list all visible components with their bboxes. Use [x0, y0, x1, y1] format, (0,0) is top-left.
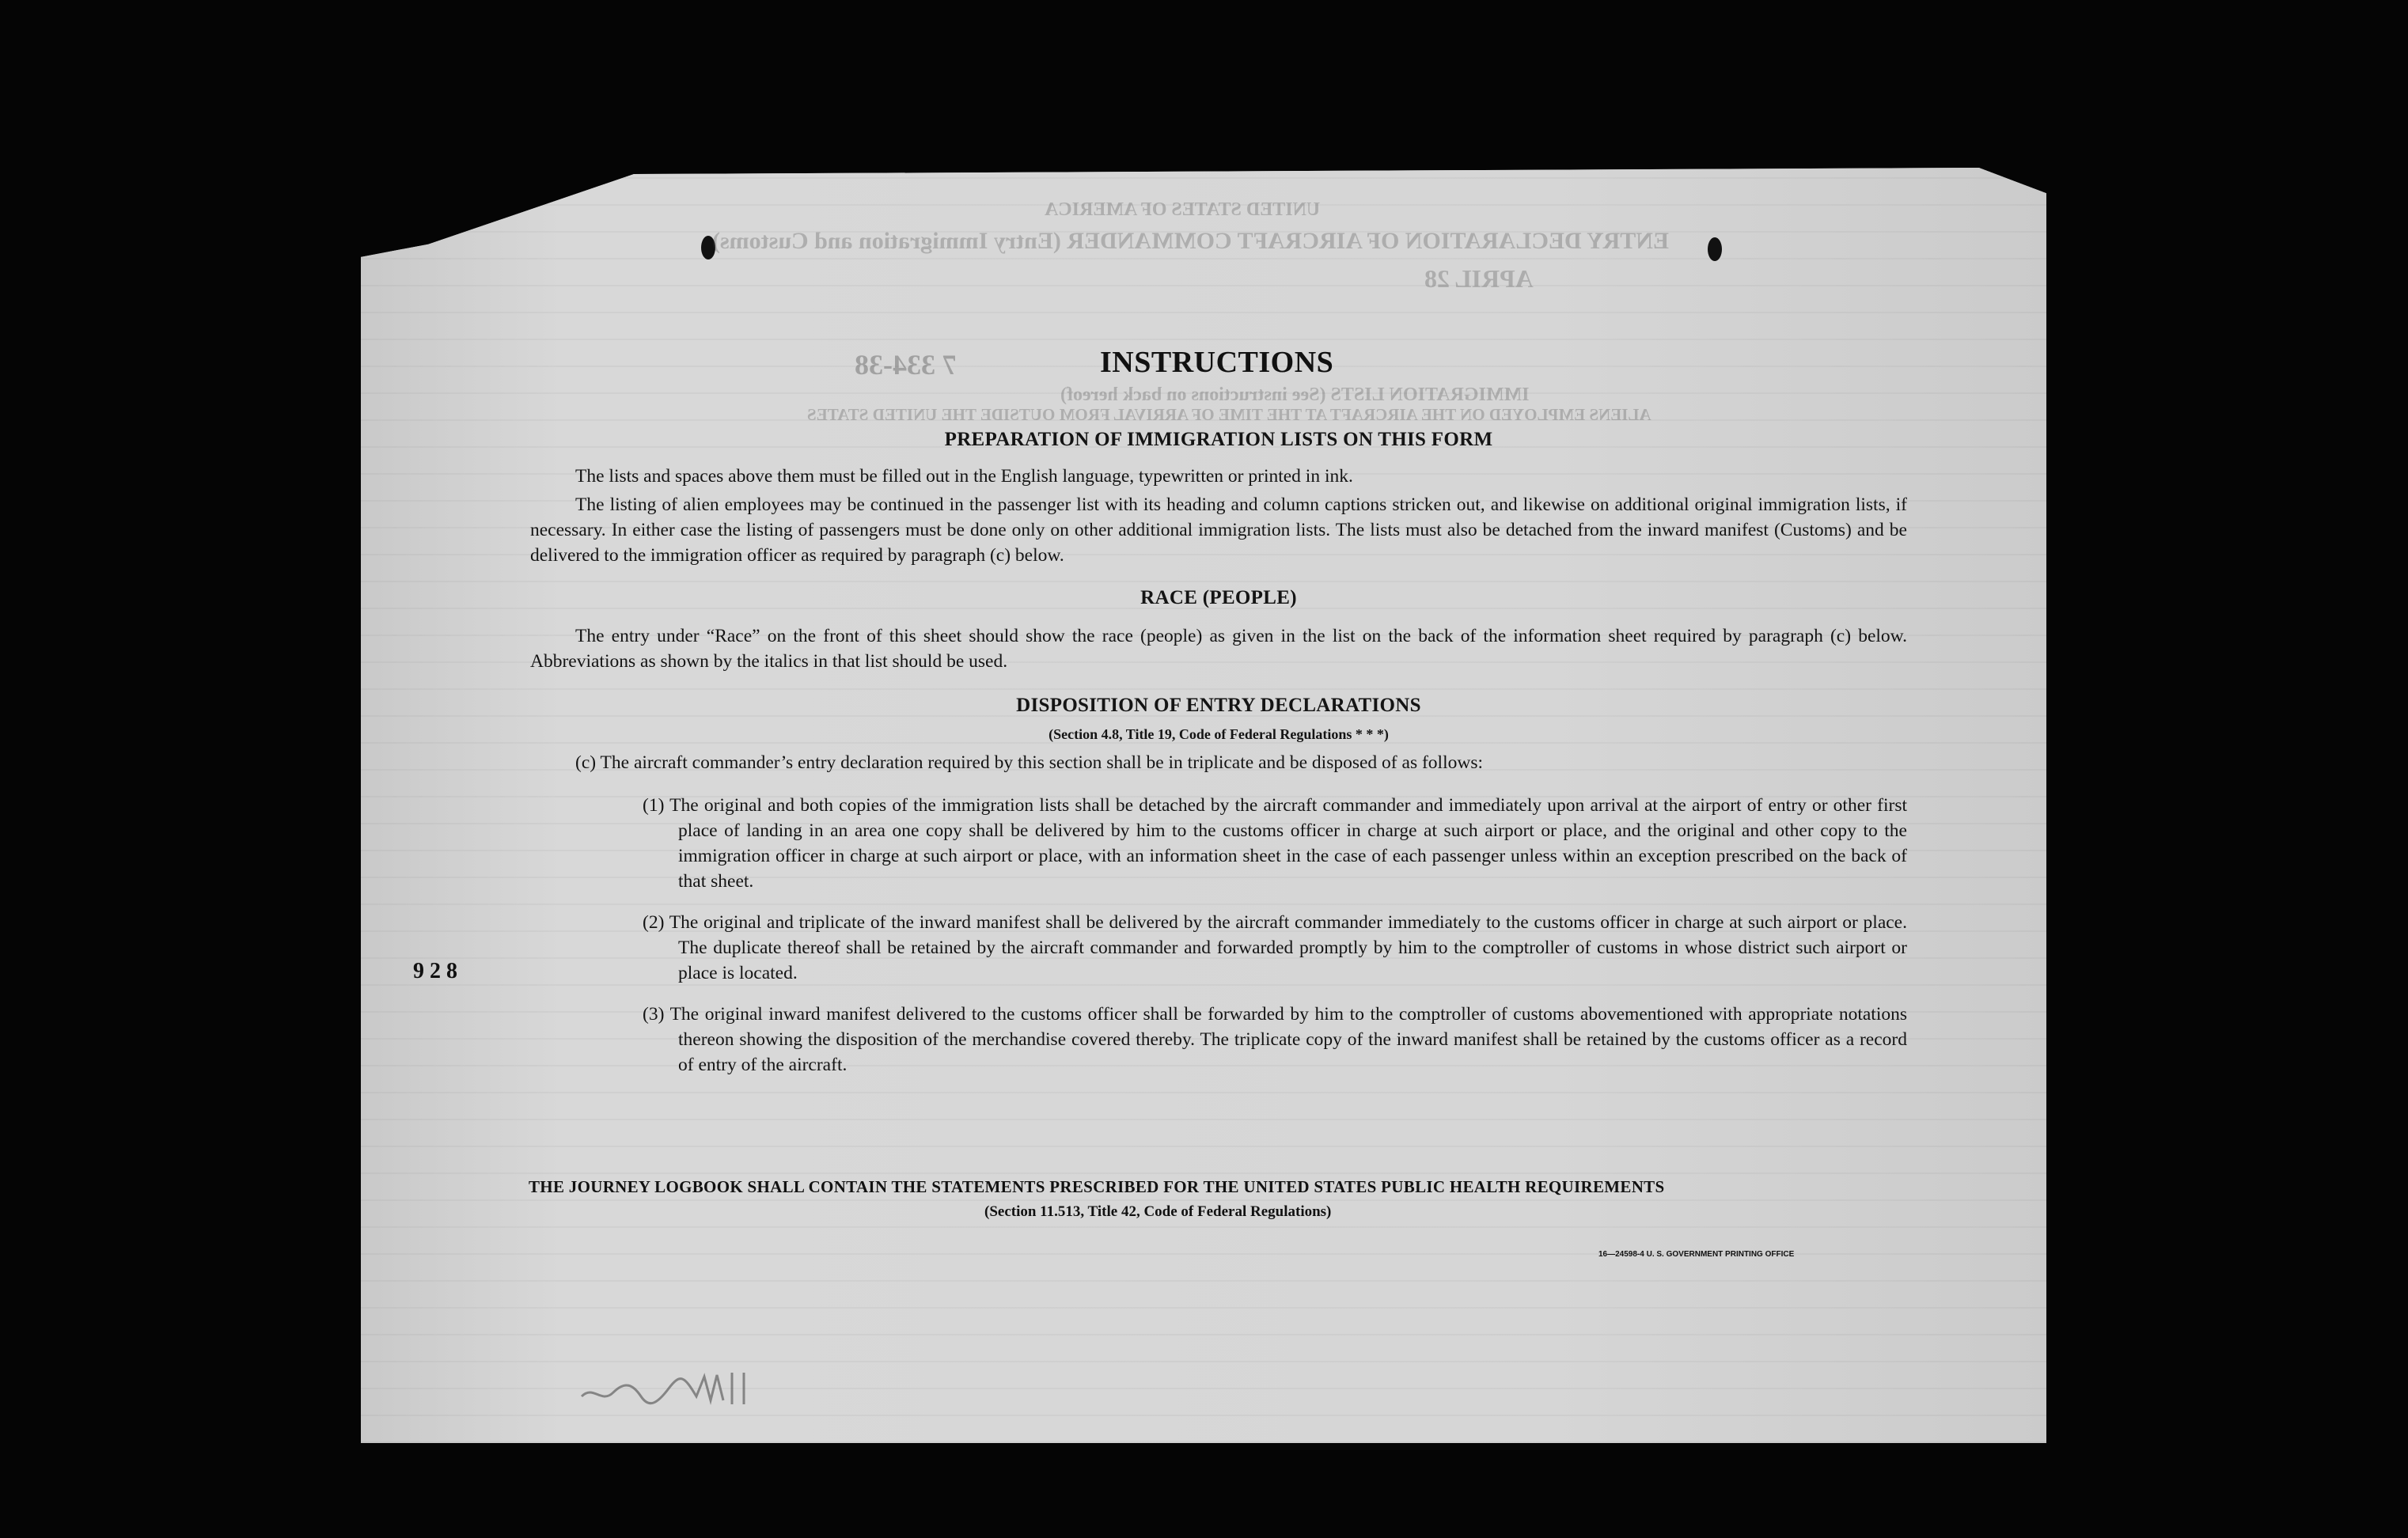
bleed-through-line3: APRIL 28 — [1424, 264, 1534, 293]
preparation-paragraph-2: The listing of alien employees may be continued in the passenger list with its heading and column captions stricken out, and likewise on additional original immigration lists, if necessary. In either case the listing of passengers must be done only on other additional immigration lists. The lists must also be detached from the inward manifest (Customs) and be delivered to the immigration officer as required by paragraph (c) below. — [530, 494, 1907, 566]
footer-heading: THE JOURNEY LOGBOOK SHALL CONTAIN THE STATEMENTS PRESCRIBED FOR THE UNITED STATES PUBLIC HEALTH REQUIREMENTS — [529, 1177, 1665, 1196]
page-title: INSTRUCTIONS — [1100, 346, 1334, 379]
section-heading-race: RACE (PEOPLE) — [1140, 587, 1297, 608]
bleed-through-line5: ALIENS EMPLOYED ON THE AIRCRAFT AT THE TIME OF ARRIVAL FROM OUTSIDE THE UNITED STATES — [807, 405, 1651, 424]
race-paragraph: The entry under “Race” on the front of this sheet should show the race (people) as given in the list on the back of the information sheet required by paragraph (c) below. Abbreviations as shown by the italics in that list should be used. — [530, 626, 1907, 672]
disposition-paragraph-c: (c) The aircraft commander’s entry declaration required by this section shall be in triplicate and be disposed of as follows: — [575, 752, 1483, 773]
bleed-through-line2: ENTRY DECLARATION OF AIRCRAFT COMMANDER (Entry Immigration and Customs) — [712, 228, 1669, 254]
instructions-body — [530, 340, 1907, 1078]
preparation-paragraph-1: The lists and spaces above them must be filled out in the English language, typewritten or printed in ink. — [575, 466, 1353, 487]
section-heading-disposition: DISPOSITION OF ENTRY DECLARATIONS — [1016, 695, 1421, 716]
punch-hole-right — [1708, 237, 1722, 261]
disposition-citation: (Section 4.8, Title 19, Code of Federal Regulations * * *) — [1049, 726, 1389, 742]
printer-imprint: 16—24598-4 U. S. GOVERNMENT PRINTING OFFICE — [1598, 1250, 1795, 1259]
disposition-item-2: (2) The original and triplicate of the inward manifest shall be delivered by the aircraft commander immediately to the customs officer in charge at such airport or place. The duplicate thereof shall be retained by the aircraft commander and forwarded promptly by him to the comptroller of customs in whose district such airport or place is located. — [643, 912, 1907, 983]
bleed-through-line4: IMMIGRATION LISTS (See instructions on back hereof) — [1060, 384, 1530, 405]
bleed-through-line1: UNITED STATES OF AMERICA — [1045, 199, 1321, 220]
handwritten-signature — [578, 1361, 768, 1426]
disposition-item-3: (3) The original inward manifest delivered to the customs officer shall be forwarded by him to the comptroller of customs abovementioned with appropriate notations thereon showing the disposition of the merchandise covered thereby. The triplicate copy of the inward manifest shall be retained by the customs officer as a record of entry of the aircraft. — [643, 1004, 1907, 1075]
bleed-through-stamp: 7 334-38 — [855, 349, 957, 381]
section-heading-preparation: PREPARATION OF IMMIGRATION LISTS ON THIS FORM — [944, 429, 1493, 450]
disposition-item-1: (1) The original and both copies of the immigration lists shall be detached by the aircraft commander and immediately upon arrival at the airport of entry or other first place of landing in an area one copy shall be delivered by him to the customs officer in charge at such airport or place, and the original and other copy to the immigration officer in charge at such airport or place, with an information sheet in the case of each passenger unless within an exception prescribed on the back of that sheet. — [643, 795, 1907, 892]
signature-scrawl-icon — [578, 1361, 768, 1416]
footer-citation: (Section 11.513, Title 42, Code of Federal Regulations) — [984, 1203, 1332, 1220]
margin-mark: 9 2 8 — [413, 959, 457, 983]
